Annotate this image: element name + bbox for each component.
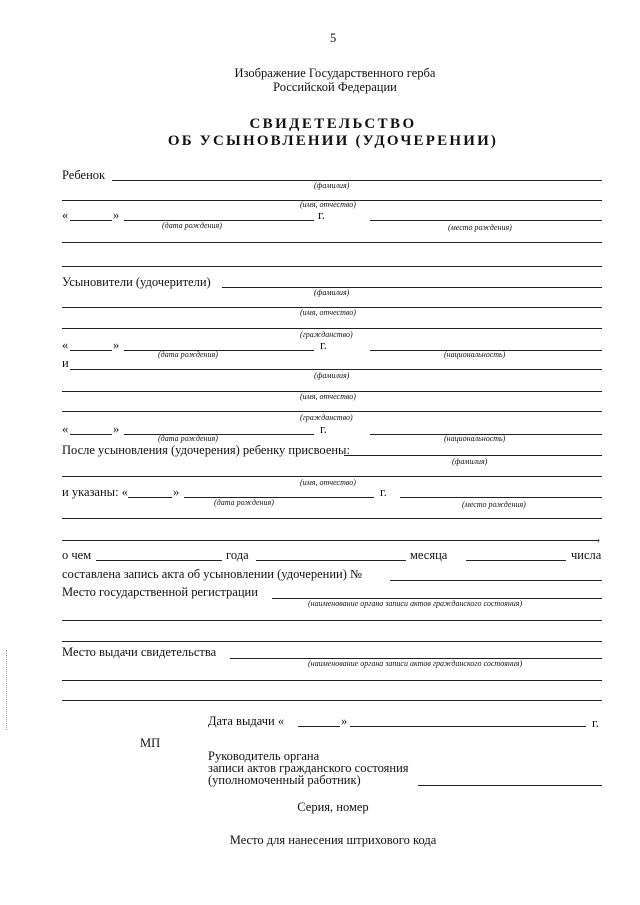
after-adoption-label: После усыновления (удочерения) ребенку присвоены: — [62, 443, 350, 457]
new-birth-place-caption: (место рождения) — [462, 500, 526, 509]
child-surname-field[interactable] — [112, 180, 602, 181]
specified-label: и указаны: « — [62, 485, 128, 499]
issue-extra-line-2[interactable] — [62, 700, 602, 701]
series-number: Серия, номер — [297, 800, 369, 814]
head-title-line3: (уполномоченный работник) — [208, 773, 361, 787]
new-birth-date-caption: (дата рождения) — [214, 498, 274, 507]
scan-margin-artifact — [6, 650, 7, 730]
record-month-label: месяца — [410, 548, 448, 562]
adopter2-surname-field[interactable] — [70, 369, 602, 370]
adopter1-quote-open: « — [62, 338, 69, 352]
specified-quote-close: » — [173, 485, 180, 499]
document-title: СВИДЕТЕЛЬСТВО — [249, 116, 417, 132]
new-name-field[interactable] — [62, 476, 602, 477]
record-year-label: года — [226, 548, 249, 562]
issue-month-year-field[interactable] — [350, 726, 586, 727]
adopter1-surname-field[interactable] — [222, 287, 602, 288]
document-subtitle: ОБ УСЫНОВЛЕНИИ (УДОЧЕРЕНИИ) — [167, 133, 499, 149]
new-birth-place-field[interactable] — [400, 497, 602, 498]
record-day-field[interactable] — [466, 560, 566, 561]
adopter2-quote-close: » — [113, 422, 120, 436]
issue-place-label: Место выдачи свидетельства — [62, 645, 217, 659]
new-surname-field[interactable] — [344, 455, 602, 456]
adopter2-year-suffix: г. — [320, 422, 327, 436]
issue-place-caption: (наименование органа записи актов гражданского состояния) — [308, 659, 523, 668]
child-birth-place-field[interactable] — [370, 220, 602, 221]
adopter1-birth-date-caption: (дата рождения) — [158, 350, 218, 359]
head-signature-field[interactable] — [418, 785, 602, 786]
adopters-and-label: и — [62, 356, 69, 370]
adopter2-name-caption: (имя, отчество) — [300, 392, 356, 401]
child-year-suffix: г. — [318, 208, 325, 222]
new-name-caption: (имя, отчество) — [300, 478, 356, 487]
act-record-label: составлена запись акта об усыновлении (удочерении) № — [62, 567, 362, 581]
child-name-caption: (имя, отчество) — [300, 200, 356, 209]
head-title-line1: Руководитель органа — [208, 749, 320, 763]
adopter2-nationality-caption: (национальность) — [444, 434, 506, 443]
new-surname-caption: (фамилия) — [452, 457, 488, 466]
registration-extra-line-2[interactable] — [62, 641, 602, 642]
after-comma: , — [597, 530, 601, 544]
record-day-label: числа — [571, 548, 602, 562]
barcode-place: Место для нанесения штрихового кода — [229, 833, 437, 847]
child-birth-place-caption: (место рождения) — [448, 223, 512, 232]
child-label: Ребенок — [62, 168, 106, 182]
record-about-label: о чем — [62, 548, 92, 562]
adopter1-surname-caption: (фамилия) — [314, 288, 350, 297]
record-year-field[interactable] — [96, 560, 222, 561]
emblem-caption-line1: Изображение Государственного герба — [234, 66, 436, 80]
adopter2-quote-open: « — [62, 422, 69, 436]
adopter1-nationality-caption: (национальность) — [444, 350, 506, 359]
adopter1-birth-month-year-field[interactable] — [124, 350, 314, 351]
child-birth-date-caption: (дата рождения) — [162, 221, 222, 230]
adopters-label: Усыновители (удочерители) — [62, 275, 211, 289]
child-extra-line-1[interactable] — [62, 242, 602, 243]
issue-year-suffix: г. — [592, 716, 599, 730]
specified-year-suffix: г. — [380, 485, 387, 499]
stamp-place: МП — [140, 736, 161, 750]
adopter2-citizenship-field[interactable] — [62, 411, 602, 412]
adopter2-birth-date-caption: (дата рождения) — [158, 434, 218, 443]
page-number: 5 — [330, 31, 337, 45]
act-record-number-field[interactable] — [390, 580, 602, 581]
issue-extra-line-1[interactable] — [62, 680, 602, 681]
child-extra-line-2[interactable] — [62, 266, 602, 267]
head-title-line2: записи актов гражданского состояния — [208, 761, 409, 775]
child-surname-caption: (фамилия) — [314, 181, 350, 190]
adopter2-birth-month-year-field[interactable] — [124, 434, 314, 435]
after-extra-line-1[interactable] — [62, 518, 602, 519]
registration-place-caption: (наименование органа записи актов гражданского состояния) — [308, 599, 523, 608]
adopter2-birth-day-field[interactable] — [70, 434, 112, 435]
child-quote-open: « — [62, 208, 69, 222]
child-birth-day-field[interactable] — [70, 220, 112, 221]
new-birth-day-field[interactable] — [128, 497, 172, 498]
child-quote-close: » — [113, 208, 120, 222]
registration-place-label: Место государственной регистрации — [62, 585, 258, 599]
new-birth-month-year-field[interactable] — [184, 497, 374, 498]
adopter1-citizenship-field[interactable] — [62, 328, 602, 329]
after-extra-line-2[interactable] — [62, 540, 598, 541]
adopter2-surname-caption: (фамилия) — [314, 371, 350, 380]
registration-extra-line-1[interactable] — [62, 620, 602, 621]
issue-day-field[interactable] — [298, 726, 340, 727]
issue-quote-close: » — [341, 714, 348, 728]
emblem-caption-line2: Российской Федерации — [273, 80, 397, 94]
adopter1-name-caption: (имя, отчество) — [300, 308, 356, 317]
record-month-field[interactable] — [256, 560, 406, 561]
adopter1-birth-day-field[interactable] — [70, 350, 112, 351]
adopter1-citizenship-caption: (гражданство) — [300, 330, 353, 339]
adopter1-year-suffix: г. — [320, 338, 327, 352]
adopter2-citizenship-caption: (гражданство) — [300, 413, 353, 422]
adopter1-quote-close: » — [113, 338, 120, 352]
issue-date-label: Дата выдачи « — [208, 714, 285, 728]
